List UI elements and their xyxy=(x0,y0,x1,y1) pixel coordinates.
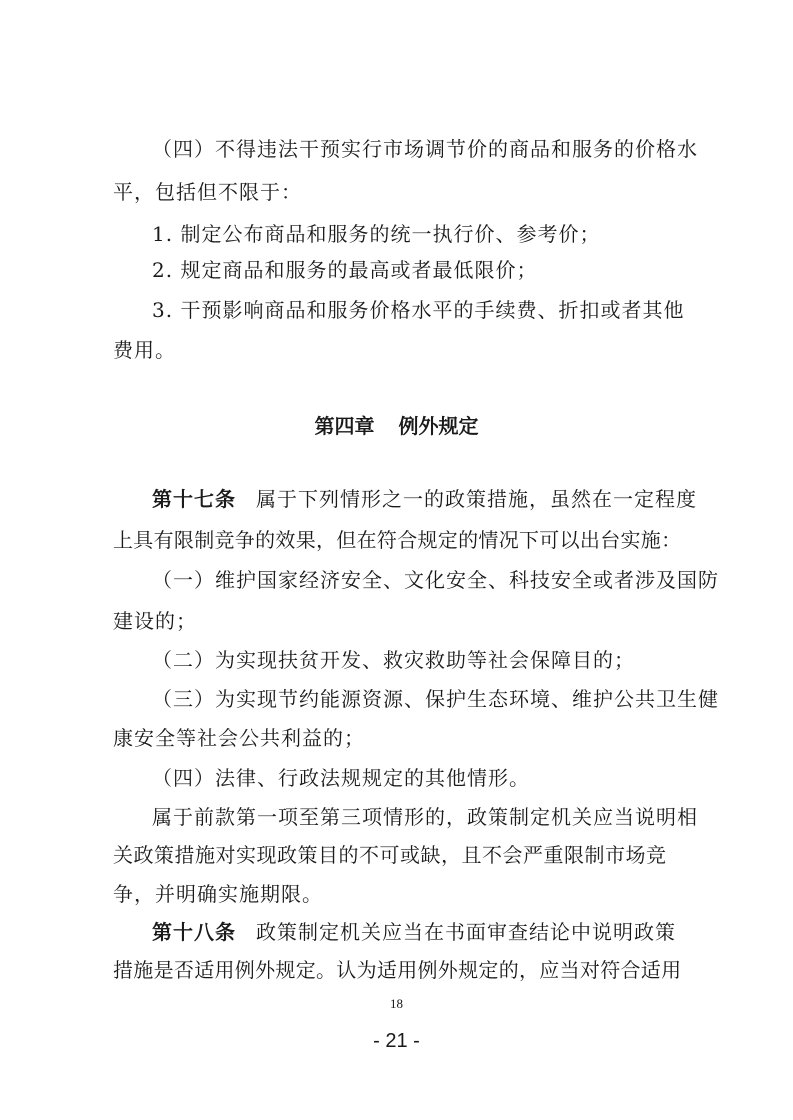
chapter-number: 第四章 xyxy=(314,414,375,438)
list-item-3-line-2: 费用。 xyxy=(113,338,176,362)
article-17-text-1: 属于下列情形之一的政策措施，虽然在一定程度 xyxy=(256,487,697,511)
article-18-line-1 xyxy=(152,920,676,944)
article-18-label: 第十八条 xyxy=(152,920,236,944)
outer-page-number: - 21 - xyxy=(373,1030,420,1052)
chapter-title: 例外规定 xyxy=(398,414,479,438)
clause-1-line-2: 建设的； xyxy=(113,609,197,633)
list-item-1: 1. 制定公布商品和服务的统一执行价、参考价； xyxy=(152,222,601,246)
section-four-line-1: （四）不得违法干预实行市场调节价的商品和服务的价格水 xyxy=(152,137,698,161)
article-18-line-2: 措施是否适用例外规定。认为适用例外规定的，应当对符合适用 xyxy=(113,958,682,982)
article-17-line-2: 上具有限制竞争的效果，但在符合规定的情况下可以出台实施： xyxy=(113,528,682,552)
article-18-text-1: 政策制定机关应当在书面审查结论中说明政策 xyxy=(256,920,676,944)
list-item-2: 2. 规定商品和服务的最高或者最低限价； xyxy=(152,258,538,282)
chapter-heading xyxy=(0,414,793,438)
paragraph-line-3: 争，并明确实施期限。 xyxy=(113,882,323,906)
clause-3-line-1: （三）为实现节约能源资源、保护生态环境、维护公共卫生健 xyxy=(152,687,719,711)
clause-3-line-2: 康安全等社会公共利益的； xyxy=(113,726,365,750)
clause-2: （二）为实现扶贫开发、救灾救助等社会保障目的； xyxy=(152,648,635,672)
paragraph-line-2: 关政策措施对实现政策目的不可或缺，且不会严重限制市场竞 xyxy=(113,843,667,867)
paragraph-line-1: 属于前款第一项至第三项情形的，政策制定机关应当说明相 xyxy=(152,805,698,829)
article-17-line-1 xyxy=(152,487,697,511)
clause-4: （四）法律、行政法规规定的其他情形。 xyxy=(152,766,530,790)
list-item-3-line-1: 3. 干预影响商品和服务价格水平的手续费、折扣或者其他 xyxy=(152,298,685,322)
article-17-label: 第十七条 xyxy=(152,487,236,511)
clause-1-line-1: （一）维护国家经济安全、文化安全、科技安全或者涉及国防 xyxy=(152,568,719,592)
inner-page-number: 18 xyxy=(390,996,403,1011)
section-four-line-2: 平，包括但不限于： xyxy=(113,180,302,204)
